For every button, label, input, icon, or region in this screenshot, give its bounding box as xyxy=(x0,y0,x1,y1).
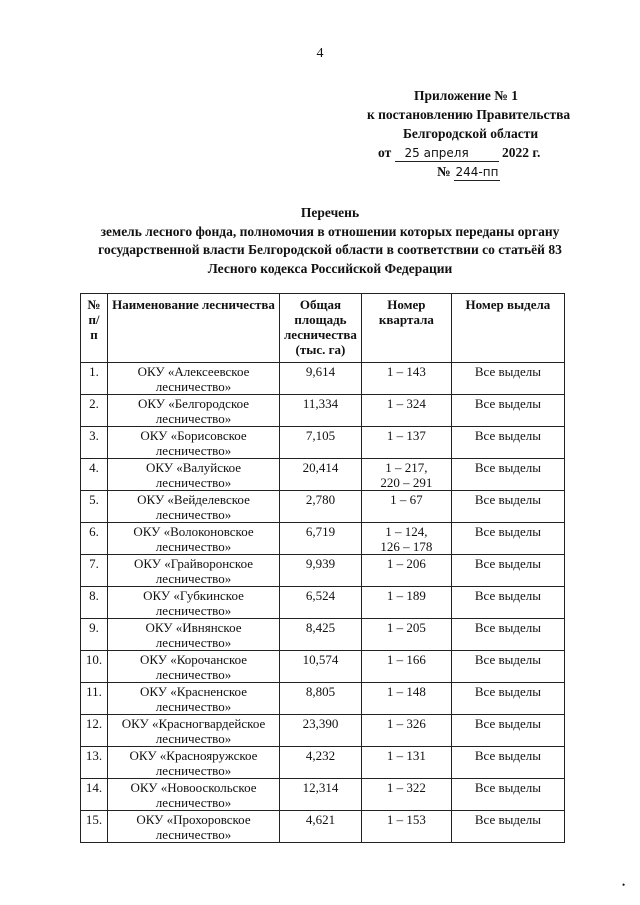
row-plots: Все выделы xyxy=(451,587,564,619)
row-forestry-name xyxy=(108,811,280,843)
appendix-decree-line: к постановлению Правительства xyxy=(367,107,571,122)
row-forestry-name xyxy=(108,427,280,459)
row-num: 12. xyxy=(81,715,108,747)
row-quarter xyxy=(361,683,451,715)
quarter-line-1: 1 – 322 xyxy=(386,780,426,795)
row-quarter xyxy=(361,619,451,651)
forestry-name-line-2: лесничество» xyxy=(155,571,232,586)
forestry-name-line-1: ОКУ «Борисовское xyxy=(140,428,247,443)
appendix-number-line xyxy=(437,162,500,181)
forestry-name-line-2: лесничество» xyxy=(155,635,232,650)
forestry-name-line-2: лесничество» xyxy=(155,379,232,394)
row-quarter xyxy=(361,651,451,683)
row-quarter xyxy=(361,427,451,459)
forestry-name-line-1: ОКУ «Корочанское xyxy=(139,652,248,667)
quarter-line-1: 1 – 205 xyxy=(386,620,426,635)
table-row xyxy=(81,683,565,715)
quarter-line-1: 1 – 131 xyxy=(386,748,426,763)
forestry-name-line-1: ОКУ «Красненское xyxy=(139,684,247,699)
forestry-name-line-2: лесничество» xyxy=(155,795,232,810)
table-row xyxy=(81,459,565,491)
row-plots: Все выделы xyxy=(451,619,564,651)
table-row xyxy=(81,747,565,779)
row-area: 9,614 xyxy=(280,363,362,395)
row-plots: Все выделы xyxy=(451,395,564,427)
row-forestry-name xyxy=(108,587,280,619)
header-plots: Номер выдела xyxy=(451,294,564,363)
number-prefix: № xyxy=(437,164,451,179)
row-forestry-name xyxy=(108,395,280,427)
row-forestry-name xyxy=(108,523,280,555)
heading-line-3: Лесного кодекса Российской Федерации xyxy=(207,260,453,276)
appendix-title: Приложение № 1 xyxy=(414,88,518,103)
row-forestry-name xyxy=(108,651,280,683)
row-plots: Все выделы xyxy=(451,427,564,459)
table-row xyxy=(81,363,565,395)
table-row xyxy=(81,523,565,555)
row-num: 14. xyxy=(81,779,108,811)
row-area: 8,425 xyxy=(280,619,362,651)
row-quarter xyxy=(361,779,451,811)
date-day-month: 25 апреля xyxy=(395,146,479,162)
quarter-line-2: 220 – 291 xyxy=(380,475,433,490)
date-year: 2022 г. xyxy=(501,145,541,160)
row-area: 11,334 xyxy=(280,395,362,427)
row-forestry-name xyxy=(108,491,280,523)
row-plots: Все выделы xyxy=(451,747,564,779)
table-row xyxy=(81,715,565,747)
row-area: 4,232 xyxy=(280,747,362,779)
row-area: 20,414 xyxy=(280,459,362,491)
row-plots: Все выделы xyxy=(451,555,564,587)
forestry-name-line-1: ОКУ «Белгородское xyxy=(137,396,250,411)
appendix-region-line: Белгородской области xyxy=(403,126,539,141)
row-area: 8,805 xyxy=(280,683,362,715)
forestry-name-line-1: ОКУ «Красногвардейское xyxy=(121,716,266,731)
row-quarter xyxy=(361,459,451,491)
row-forestry-name xyxy=(108,555,280,587)
table-row xyxy=(81,619,565,651)
row-num: 10. xyxy=(81,651,108,683)
scan-mark: • xyxy=(622,880,626,890)
row-plots: Все выделы xyxy=(451,811,564,843)
row-num: 5. xyxy=(81,491,108,523)
forestry-name-line-2: лесничество» xyxy=(155,827,232,842)
row-quarter xyxy=(361,811,451,843)
row-area: 2,780 xyxy=(280,491,362,523)
row-plots: Все выделы xyxy=(451,779,564,811)
row-area: 9,939 xyxy=(280,555,362,587)
heading-line-1: земель лесного фонда, полномочия в отношении которых переданы органу xyxy=(100,223,560,239)
header-quarter: Номер квартала xyxy=(361,294,451,363)
forestry-table xyxy=(80,293,565,843)
row-plots: Все выделы xyxy=(451,491,564,523)
row-num: 9. xyxy=(81,619,108,651)
row-area: 10,574 xyxy=(280,651,362,683)
forestry-name-line-1: ОКУ «Губкинское xyxy=(143,588,244,603)
row-num: 2. xyxy=(81,395,108,427)
forestry-name-line-1: ОКУ «Новооскольское xyxy=(130,780,257,795)
row-num: 11. xyxy=(81,683,108,715)
quarter-line-1: 1 – 137 xyxy=(386,428,426,443)
forestry-name-line-2: лесничество» xyxy=(155,443,232,458)
quarter-line-1: 1 – 143 xyxy=(386,364,426,379)
number-value: 244-пп xyxy=(455,165,499,179)
forestry-name-line-2: лесничество» xyxy=(155,603,232,618)
quarter-line-1: 1 – 148 xyxy=(386,684,426,699)
row-plots: Все выделы xyxy=(451,683,564,715)
row-forestry-name xyxy=(108,779,280,811)
row-plots: Все выделы xyxy=(451,459,564,491)
row-forestry-name xyxy=(108,363,280,395)
row-area: 23,390 xyxy=(280,715,362,747)
row-num: 7. xyxy=(81,555,108,587)
table-header-row xyxy=(81,294,565,363)
forestry-name-line-1: ОКУ «Волоконовское xyxy=(133,524,254,539)
forestry-name-line-1: ОКУ «Вейделевское xyxy=(137,492,250,507)
quarter-line-1: 1 – 124, xyxy=(385,524,428,539)
forestry-name-line-1: ОКУ «Алексеевское xyxy=(137,364,250,379)
row-quarter xyxy=(361,587,451,619)
row-quarter xyxy=(361,747,451,779)
table-row xyxy=(81,491,565,523)
forestry-name-line-2: лесничество» xyxy=(155,731,232,746)
forestry-name-line-2: лесничество» xyxy=(155,539,232,554)
forestry-name-line-2: лесничество» xyxy=(155,507,232,522)
row-plots: Все выделы xyxy=(451,715,564,747)
row-area: 7,105 xyxy=(280,427,362,459)
table-row xyxy=(81,555,565,587)
quarter-line-1: 1 – 153 xyxy=(386,812,426,827)
row-area: 4,621 xyxy=(280,811,362,843)
header-num: № п/п xyxy=(81,294,108,363)
table-row xyxy=(81,427,565,459)
row-forestry-name xyxy=(108,683,280,715)
row-plots: Все выделы xyxy=(451,651,564,683)
document-heading xyxy=(60,204,600,278)
forestry-name-line-1: ОКУ «Валуйское xyxy=(145,460,242,475)
forestry-name-line-2: лесничество» xyxy=(155,699,232,714)
quarter-line-1: 1 – 217, xyxy=(385,460,428,475)
quarter-line-1: 1 – 189 xyxy=(386,588,426,603)
table-row xyxy=(81,651,565,683)
appendix-date-line xyxy=(378,143,540,162)
row-quarter xyxy=(361,491,451,523)
row-forestry-name xyxy=(108,715,280,747)
table-row xyxy=(81,811,565,843)
quarter-line-1: 1 – 206 xyxy=(386,556,426,571)
row-forestry-name xyxy=(108,747,280,779)
date-blank xyxy=(479,146,499,162)
heading-title: Перечень xyxy=(300,205,360,220)
row-forestry-name xyxy=(108,459,280,491)
table-row xyxy=(81,587,565,619)
forestry-name-line-1: ОКУ «Ивнянское xyxy=(145,620,242,635)
row-num: 13. xyxy=(81,747,108,779)
header-name: Наименование лесничества xyxy=(108,294,280,363)
row-num: 4. xyxy=(81,459,108,491)
row-quarter xyxy=(361,363,451,395)
row-num: 15. xyxy=(81,811,108,843)
quarter-line-2: 126 – 178 xyxy=(380,539,433,554)
forestry-name-line-2: лесничество» xyxy=(155,475,232,490)
row-area: 6,719 xyxy=(280,523,362,555)
row-num: 1. xyxy=(81,363,108,395)
header-area: Общая площадь лесничества (тыс. га) xyxy=(280,294,362,363)
forestry-name-line-1: ОКУ «Краснояружское xyxy=(129,748,258,763)
row-num: 8. xyxy=(81,587,108,619)
row-forestry-name xyxy=(108,619,280,651)
row-quarter xyxy=(361,715,451,747)
row-area: 12,314 xyxy=(280,779,362,811)
row-quarter xyxy=(361,523,451,555)
quarter-line-1: 1 – 67 xyxy=(390,492,423,507)
forestry-name-line-1: ОКУ «Грайворонское xyxy=(133,556,254,571)
forestry-name-line-2: лесничество» xyxy=(155,763,232,778)
quarter-line-1: 1 – 166 xyxy=(386,652,426,667)
quarter-line-1: 1 – 324 xyxy=(386,396,426,411)
row-plots: Все выделы xyxy=(451,363,564,395)
forestry-name-line-2: лесничество» xyxy=(155,411,232,426)
heading-line-2: государственной власти Белгородской области в соответствии со статьёй 83 xyxy=(98,242,562,257)
forestry-name-line-1: ОКУ «Прохоровское xyxy=(136,812,251,827)
row-quarter xyxy=(361,555,451,587)
table-row xyxy=(81,779,565,811)
table-row xyxy=(81,395,565,427)
forestry-name-line-2: лесничество» xyxy=(155,667,232,682)
row-plots: Все выделы xyxy=(451,523,564,555)
row-quarter xyxy=(361,395,451,427)
page-number: 4 xyxy=(316,46,324,61)
row-num: 6. xyxy=(81,523,108,555)
row-area: 6,524 xyxy=(280,587,362,619)
quarter-line-1: 1 – 326 xyxy=(386,716,426,731)
date-prefix: от xyxy=(378,145,392,160)
row-num: 3. xyxy=(81,427,108,459)
